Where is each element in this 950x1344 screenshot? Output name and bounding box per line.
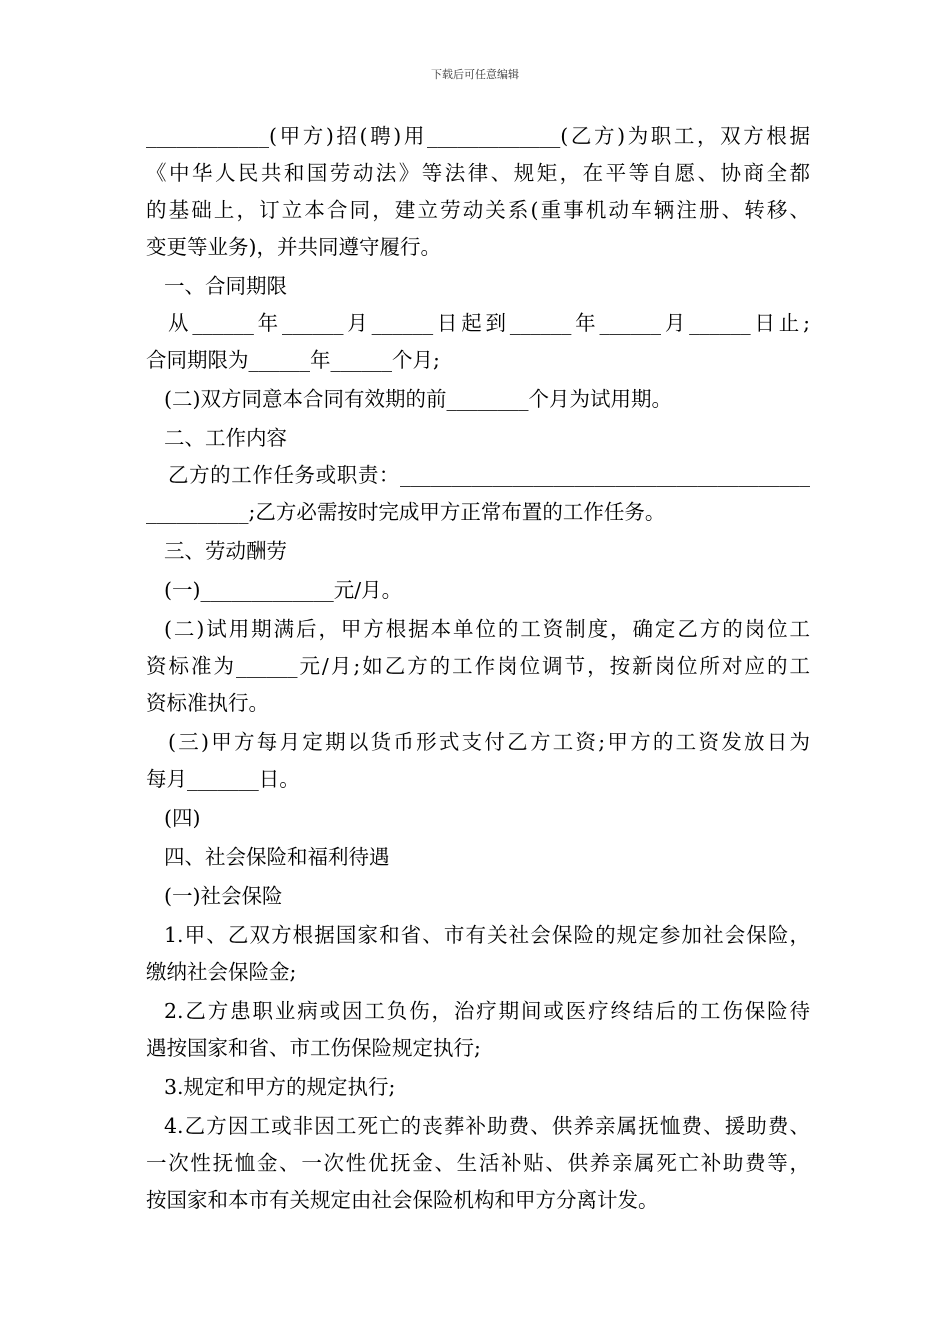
paragraph-line: 4.乙方因工或非因工死亡的丧葬补助费、供养亲属抚恤费、援助费、 <box>164 1114 810 1138</box>
section-heading: 四、社会保险和福利待遇 <box>164 845 390 869</box>
paragraph-line: 从______年______月______日起到______年______月______日止; <box>168 311 810 335</box>
paragraph-line: 3.规定和甲方的规定执行; <box>164 1075 396 1099</box>
paragraph-line: 每月_______日。 <box>146 767 300 791</box>
section-heading: 一、合同期限 <box>164 274 287 298</box>
paragraph-line: (一)_____________元/月。 <box>164 578 403 602</box>
section-heading: 二、工作内容 <box>164 426 287 450</box>
paragraph-line: __________;乙方必需按时完成甲方正常布置的工作任务。 <box>146 500 666 524</box>
paragraph-line: (四) <box>164 806 201 830</box>
subsection-heading: (一)社会保险 <box>164 884 283 908</box>
paragraph-line: 资标准执行。 <box>146 691 269 715</box>
paragraph-line: 《中华人民共和国劳动法》等法律、规矩，在平等自愿、协商全都 <box>146 161 810 185</box>
paragraph-line: 1.甲、乙双方根据国家和省、市有关社会保险的规定参加社会保险， <box>164 923 810 947</box>
paragraph-line: 变更等业务)，并共同遵守履行。 <box>146 235 441 259</box>
paragraph-line: (二)双方同意本合同有效期的前________个月为试用期。 <box>164 387 672 411</box>
paragraph-line: 缴纳社会保险金; <box>146 960 297 984</box>
paragraph-line: 的基础上，订立本合同，建立劳动关系(重事机动车辆注册、转移、 <box>146 198 810 222</box>
contract-body <box>146 118 810 1219</box>
paragraph-line: (三)甲方每月定期以货币形式支付乙方工资;甲方的工资发放日为 <box>168 730 810 754</box>
paragraph-line: 2.乙方患职业病或因工负伤，治疗期间或医疗终结后的工伤保险待 <box>164 999 810 1023</box>
paragraph-line: 合同期限为______年______个月; <box>146 348 440 372</box>
paragraph-line: 资标准为______元/月;如乙方的工作岗位调节，按新岗位所对应的工 <box>146 654 810 678</box>
section-heading: 三、劳动酬劳 <box>164 539 287 563</box>
paragraph-line: 按国家和本市有关规定由社会保险机构和甲方分离计发。 <box>146 1188 659 1212</box>
paragraph-line: (二)试用期满后，甲方根据本单位的工资制度，确定乙方的岗位工 <box>164 617 810 641</box>
page-header: 下载后可任意编辑 <box>431 68 519 81</box>
paragraph-line: ____________(甲方)招(聘)用_____________(乙方)为职工，双方根据 <box>146 124 810 148</box>
paragraph-line: 一次性抚恤金、一次性优抚金、生活补贴、供养亲属死亡补助费等， <box>146 1151 810 1175</box>
paragraph-line: 乙方的工作任务或职责：________________________________________ <box>168 463 810 487</box>
paragraph-line: 遇按国家和省、市工伤保险规定执行; <box>146 1036 481 1060</box>
